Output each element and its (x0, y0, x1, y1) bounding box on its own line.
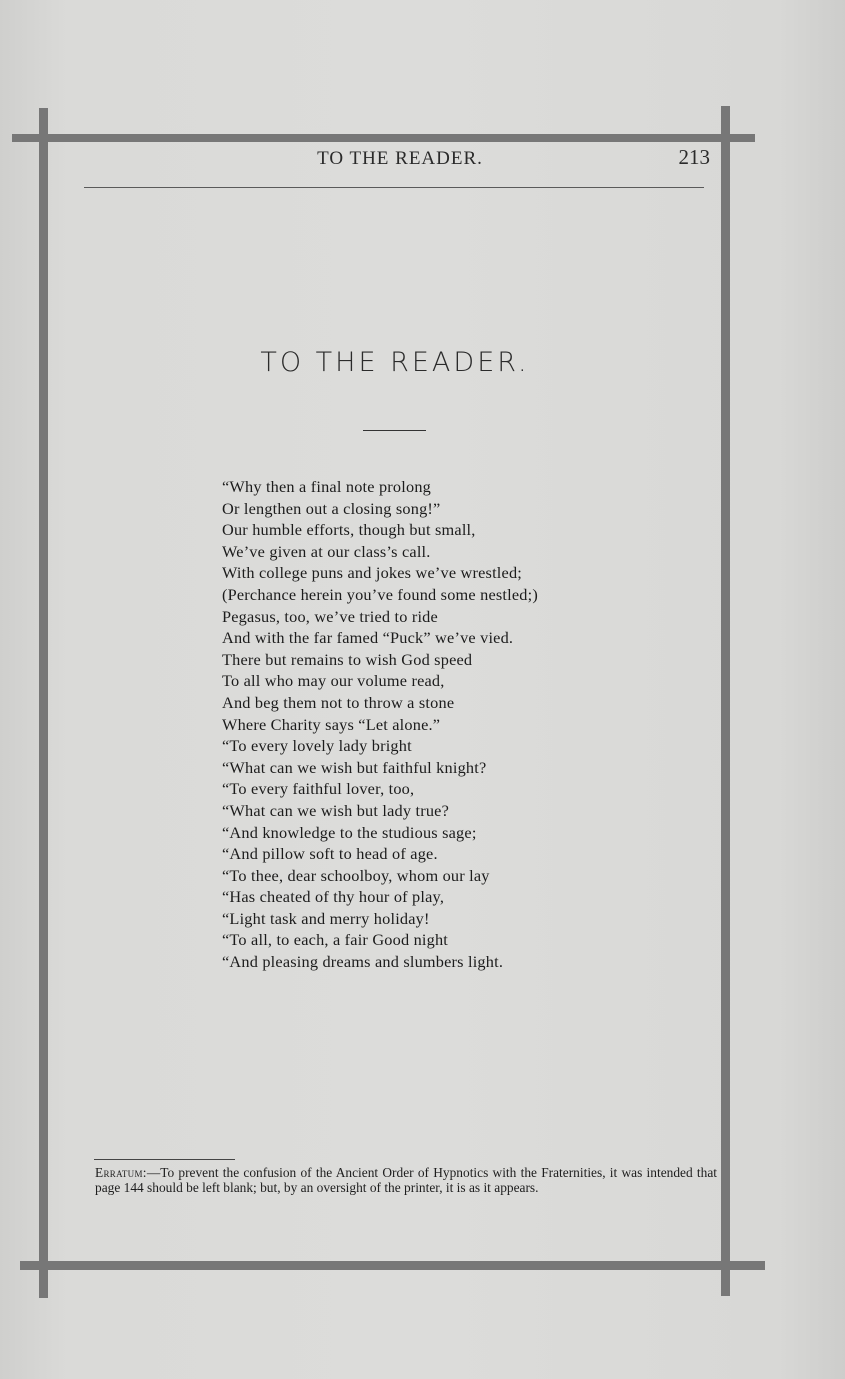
poem-line: “To all, to each, a fair Good night (222, 930, 449, 950)
right-border-rule (721, 106, 730, 1296)
page-title: TO THE READER. (260, 347, 530, 378)
poem-line: Our humble efforts, though but small, (222, 520, 476, 540)
poem-line: “To thee, dear schoolboy, whom our lay (222, 865, 490, 885)
poem-line: “To every lovely lady bright (222, 736, 412, 756)
footnote (95, 1166, 717, 1195)
poem-line: Where Charity says “Let alone.” (222, 714, 441, 734)
title-divider (363, 430, 426, 431)
header-rule (84, 187, 704, 188)
poem-line: Pegasus, too, we’ve tried to ride (222, 606, 438, 626)
page-number: 213 (678, 145, 710, 169)
poem-line: “To every faithful lover, too, (222, 779, 415, 799)
poem-line: “And pillow soft to head of age. (222, 844, 438, 864)
poem-line: Or lengthen out a closing song!” (222, 498, 441, 518)
left-border-rule (39, 108, 48, 1298)
poem-line: “What can we wish but lady true? (222, 800, 450, 820)
poem-line: “Has cheated of thy hour of play, (222, 887, 445, 907)
poem (222, 476, 642, 973)
poem-line: With college puns and jokes we’ve wrestled; (222, 563, 523, 583)
poem-line: “Light task and merry holiday! (222, 908, 430, 928)
top-border-rule (12, 134, 755, 142)
poem-line: There but remains to wish God speed (222, 649, 473, 669)
footnote-label: Erratum: (95, 1165, 147, 1180)
poem-line: We’ve given at our class’s call. (222, 541, 431, 561)
poem-line: And with the far famed “Puck” we’ve vied. (222, 628, 514, 648)
footnote-text: —To prevent the confusion of the Ancient Order of Hypnotics with the Fraternities, it was intended that page 144 should be left blank; but, by an oversight of the printer, it is as it appears. (95, 1165, 717, 1195)
poem-line: To all who may our volume read, (222, 671, 445, 691)
poem-line: “Why then a final note prolong (222, 477, 431, 496)
poem-line: And beg them not to throw a stone (222, 692, 455, 712)
bottom-border-rule (20, 1261, 765, 1270)
poem-line: “And knowledge to the studious sage; (222, 822, 477, 842)
poem-line: “What can we wish but faithful knight? (222, 757, 487, 777)
footnote-rule (94, 1159, 235, 1160)
poem-line: (Perchance herein you’ve found some nestled;) (222, 584, 538, 604)
running-head: TO THE READER. (317, 148, 483, 169)
poem-line: “And pleasing dreams and slumbers light. (222, 952, 504, 972)
